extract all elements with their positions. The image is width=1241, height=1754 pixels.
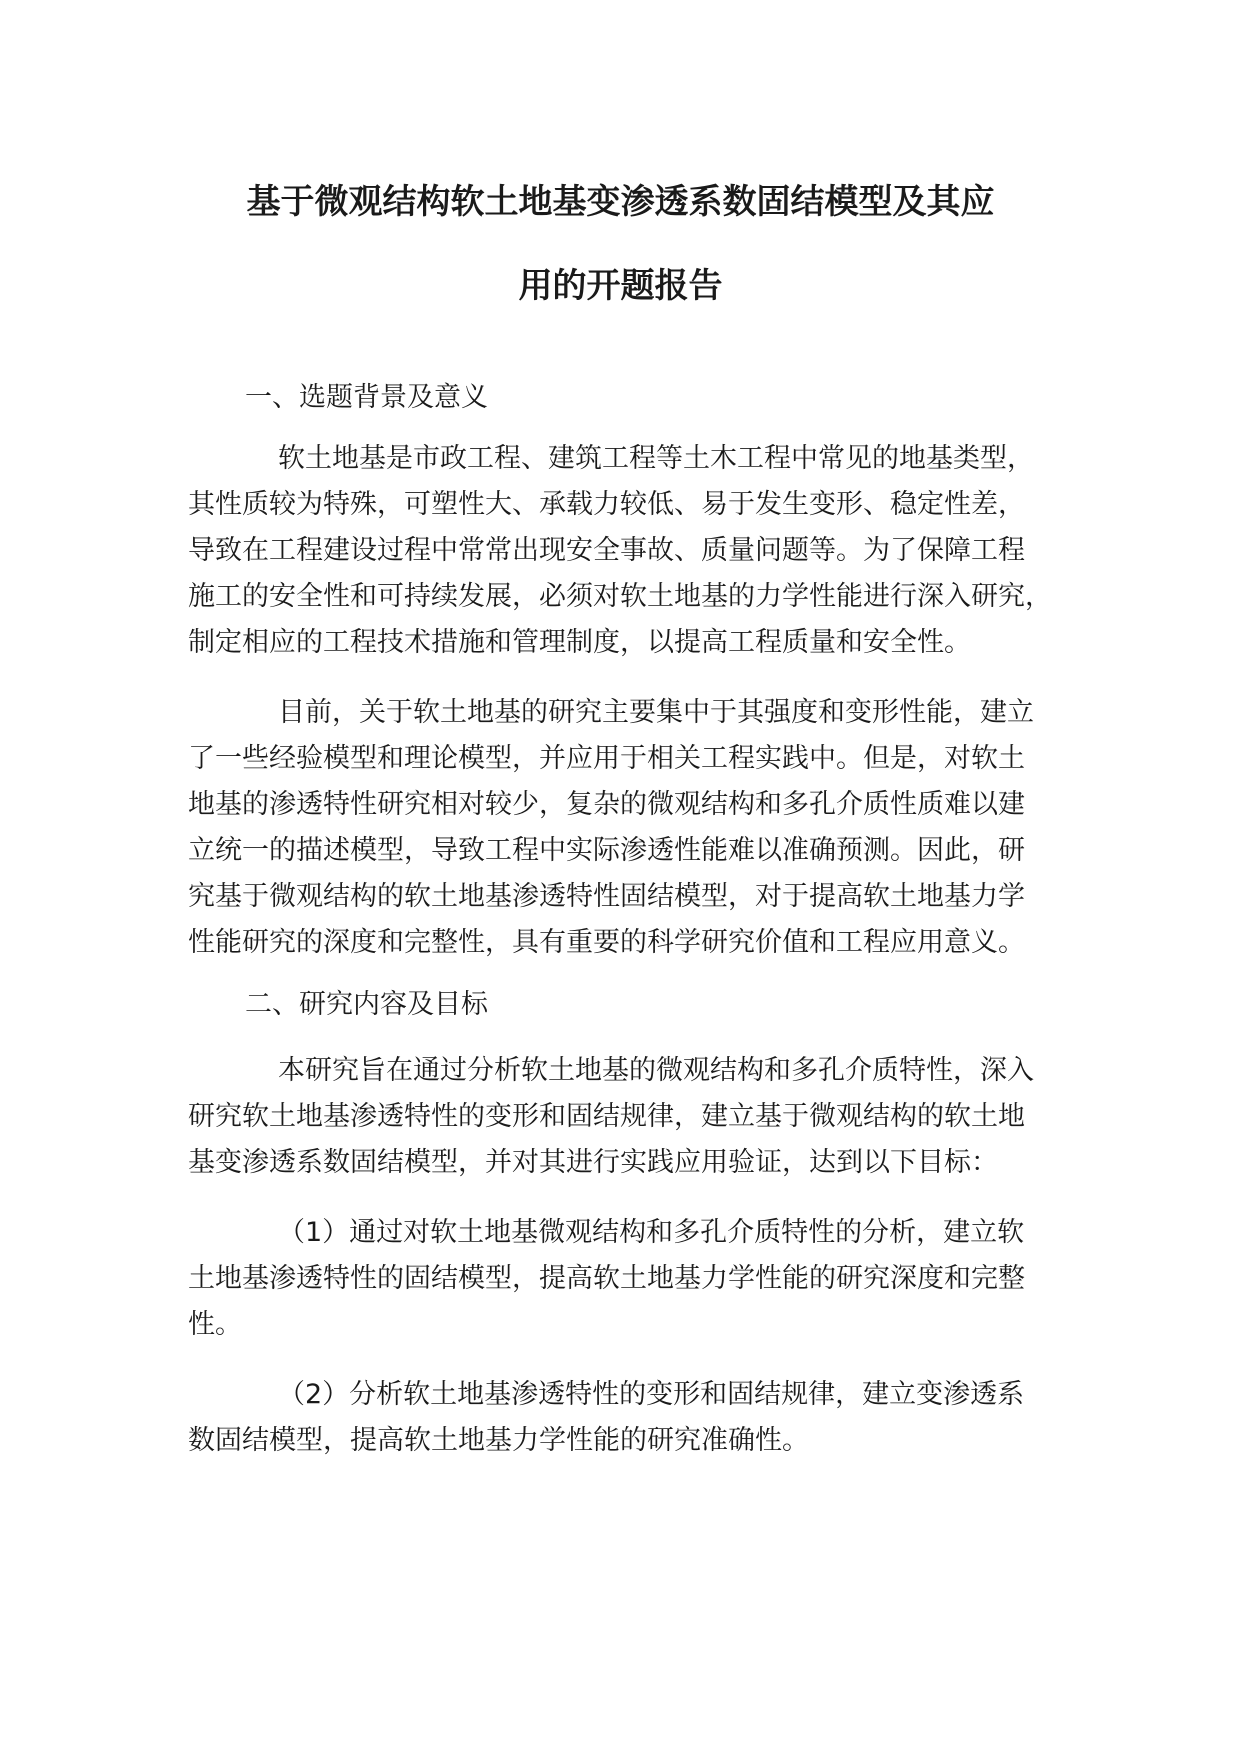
paragraph-line: 基变渗透系数固结模型，并对其进行实践应用验证，达到以下目标： (188, 1147, 998, 1178)
paragraph-line: 地基的渗透特性研究相对较少，复杂的微观结构和多孔介质性质难以建 (188, 789, 1025, 820)
paragraph-line: 其性质较为特殊，可塑性大、承载力较低、易于发生变形、稳定性差， (188, 489, 1025, 520)
paragraph-line: 目前，关于软土地基的研究主要集中于其强度和变形性能，建立 (278, 697, 1034, 728)
document-title-line-1: 基于微观结构软土地基变渗透系数固结模型及其应 (246, 182, 995, 222)
paragraph-line: （1）通过对软土地基微观结构和多孔介质特性的分析，建立软 (278, 1217, 1025, 1248)
paragraph-line: 研究软土地基渗透特性的变形和固结规律，建立基于微观结构的软土地 (188, 1101, 1025, 1132)
paragraph-line: 性能研究的深度和完整性，具有重要的科学研究价值和工程应用意义。 (188, 927, 1025, 958)
paragraph-line: 制定相应的工程技术措施和管理制度，以提高工程质量和安全性。 (188, 627, 971, 658)
document-title-line-2: 用的开题报告 (518, 266, 723, 306)
section-heading-content-goals: 二、研究内容及目标 (245, 989, 488, 1020)
paragraph-line: 数固结模型，提高软土地基力学性能的研究准确性。 (188, 1425, 809, 1456)
paragraph-line: 究基于微观结构的软土地基渗透特性固结模型，对于提高软土地基力学 (188, 881, 1025, 912)
paragraph-line: 导致在工程建设过程中常常出现安全事故、质量问题等。为了保障工程 (188, 535, 1025, 566)
paragraph-line: （2）分析软土地基渗透特性的变形和固结规律，建立变渗透系 (278, 1379, 1025, 1410)
paragraph-line: 本研究旨在通过分析软土地基的微观结构和多孔介质特性，深入 (278, 1055, 1034, 1086)
paragraph-line: 性。 (188, 1309, 242, 1340)
section-heading-background: 一、选题背景及意义 (245, 382, 488, 413)
paragraph-line: 软土地基是市政工程、建筑工程等土木工程中常见的地基类型， (278, 443, 1034, 474)
paragraph-line: 立统一的描述模型，导致工程中实际渗透性能难以准确预测。因此，研 (188, 835, 1025, 866)
paragraph-line: 土地基渗透特性的固结模型，提高软土地基力学性能的研究深度和完整 (188, 1263, 1025, 1294)
paragraph-line: 了一些经验模型和理论模型，并应用于相关工程实践中。但是，对软土 (188, 743, 1025, 774)
paragraph-line: 施工的安全性和可持续发展，必须对软土地基的力学性能进行深入研究， (188, 581, 1052, 612)
